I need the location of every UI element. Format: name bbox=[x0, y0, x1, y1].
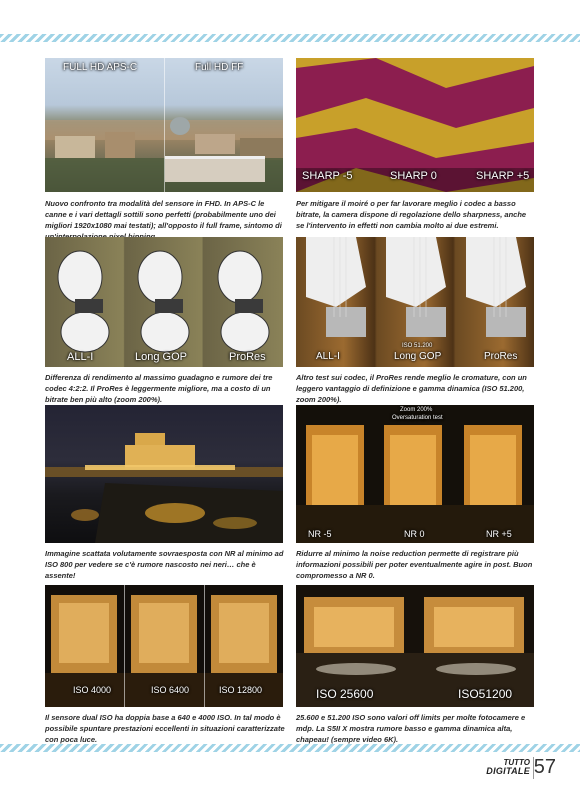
label-sharp-plus5: SHARP +5 bbox=[476, 170, 530, 182]
label-nr-plus5: NR +5 bbox=[486, 529, 512, 539]
label-all-i-guitar: ALL-I bbox=[316, 351, 340, 362]
label-iso-51200: ISO51200 bbox=[458, 687, 513, 701]
photo-iso-double bbox=[296, 585, 534, 707]
brand-top: TUTTO bbox=[503, 758, 530, 767]
label-iso-12800: ISO 12800 bbox=[219, 685, 263, 695]
photo-rooftops bbox=[45, 58, 283, 192]
label-iso-6400: ISO 6400 bbox=[151, 685, 190, 695]
castle-illustration bbox=[45, 405, 283, 543]
label-prores-guitar: ProRes bbox=[484, 351, 518, 362]
label-all-i: ALL-I bbox=[67, 351, 94, 363]
photo-figures bbox=[45, 237, 283, 367]
photo-moire bbox=[296, 58, 534, 192]
page-number: 57 bbox=[533, 756, 556, 778]
label-fullhd-ff: Full HD FF bbox=[195, 62, 244, 73]
label-oversaturation: Oversaturation test bbox=[392, 415, 443, 421]
brand-bottom: DIGITALE bbox=[486, 766, 530, 776]
photo-castle-night bbox=[45, 405, 283, 543]
photo-guitars bbox=[296, 237, 534, 367]
photo7-split-a bbox=[124, 585, 125, 707]
caption-8: 25.600 e 51.200 ISO sono valori off limits per molte fotocamere e mdp. La S5II X mostra rumore basso e gamma dinamica alta, chapeau! (sempre video 6K). bbox=[296, 713, 526, 744]
label-sharp-0: SHARP 0 bbox=[390, 170, 437, 182]
label-iso-4000: ISO 4000 bbox=[73, 685, 112, 695]
label-iso-25600: ISO 25600 bbox=[316, 687, 374, 701]
photo7-split-b bbox=[204, 585, 205, 707]
label-iso-note: ISO 51.200 bbox=[402, 343, 433, 349]
photo-iso-triple bbox=[45, 585, 283, 707]
caption-7: Il sensore dual ISO ha doppia base a 640 e 4000 ISO. In tal modo è possibile spuntare prestazioni eccellenti in situazioni caratterizzate con poca luce. bbox=[45, 713, 285, 744]
caption-6: Ridurre al minimo la noise reduction permette di registrare più informazioni possibili per poter eventualmente agire in post. Buon compromesso a NR 0. bbox=[296, 549, 533, 580]
caption-4: Altro test sui codec, il ProRes rende meglio le cromature, con un leggero vantaggio di definizione e gamma dinamica (ISO 51.200, zoom 200%). bbox=[296, 373, 527, 404]
bottom-stripe bbox=[0, 744, 580, 752]
label-nr-minus5: NR -5 bbox=[308, 529, 332, 539]
label-prores: ProRes bbox=[229, 351, 266, 363]
label-sharp-minus5: SHARP -5 bbox=[302, 170, 353, 182]
label-fullhd-apsc: FULL HD APS-C bbox=[63, 62, 138, 73]
top-stripe bbox=[0, 34, 580, 42]
caption-5: Immagine scattata volutamente sovraesposta con NR al minimo ad ISO 800 per vedere se c'è rumore nascosto nei neri… che è assente! bbox=[45, 549, 284, 580]
label-long-gop: Long GOP bbox=[135, 351, 187, 363]
label-zoom: Zoom 200% bbox=[400, 407, 433, 413]
label-nr-0: NR 0 bbox=[404, 529, 425, 539]
caption-2: Per mitigare il moiré o per far lavorare meglio i codec a basso bitrate, la camera dispone di regolazione dello sharpness, anche se l'intervento in effetti non cambia molto ai due estremi. bbox=[296, 199, 527, 230]
nr-illustration bbox=[296, 405, 534, 543]
caption-3: Differenza di rendimento al massimo guadagno e rumore dei tre codec 4:2:2. Il ProRes è leggermente migliore, ma a costo di un bitrate ben più alto (zoom 200%). bbox=[45, 373, 273, 404]
label-long-gop-guitar: Long GOP bbox=[394, 351, 442, 362]
photo1-split bbox=[164, 58, 165, 192]
figures-illustration bbox=[45, 237, 283, 367]
caption-1: Nuovo confronto tra modalità del sensore in FHD. In APS-C le canne e i vari dettagli sottili sono perfetti (probabilmente uno dei migliori 1920x1080 mai testati); all'opposto il full frame, sintomo di bbox=[45, 199, 282, 230]
magazine-brand bbox=[486, 758, 530, 776]
photo-nr-comparison bbox=[296, 405, 534, 543]
